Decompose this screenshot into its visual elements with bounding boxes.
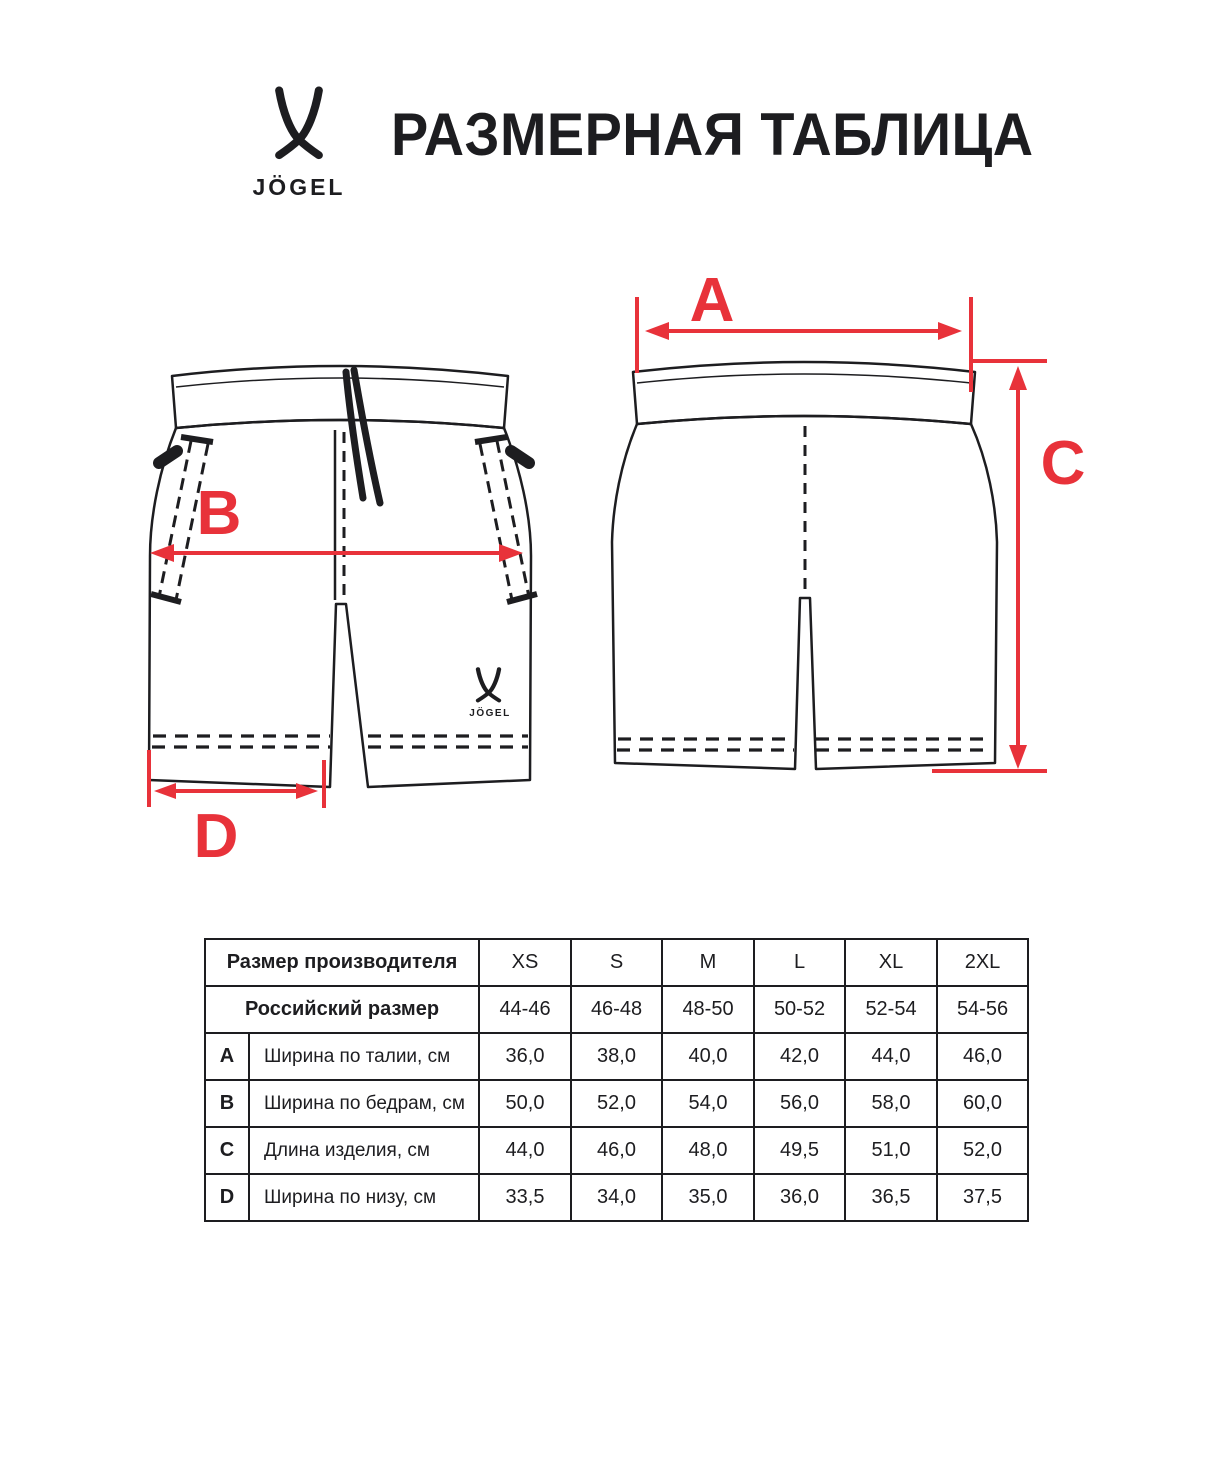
measure-label-a: A <box>689 266 735 335</box>
value-cell: 48,0 <box>662 1127 754 1174</box>
row-label-cell: Ширина по талии, см <box>249 1033 479 1080</box>
value-cell: 34,0 <box>571 1174 662 1221</box>
size-header-cell: M <box>662 939 754 986</box>
value-cell: 58,0 <box>845 1080 937 1127</box>
value-cell: 37,5 <box>937 1174 1028 1221</box>
shorts-front-view <box>149 366 537 787</box>
front-waistband <box>172 366 508 428</box>
russian-size-row <box>205 986 1028 1033</box>
manufacturer-size-row <box>205 939 1028 986</box>
value-cell: 51,0 <box>845 1127 937 1174</box>
value-cell: 54,0 <box>662 1080 754 1127</box>
row-label-cell: Длина изделия, см <box>249 1127 479 1174</box>
russian-size-cell: 52-54 <box>845 986 937 1033</box>
russian-size-cell: 44-46 <box>479 986 571 1033</box>
size-header-cell: L <box>754 939 845 986</box>
size-table <box>204 938 1029 1222</box>
value-cell: 42,0 <box>754 1033 845 1080</box>
value-cell: 40,0 <box>662 1033 754 1080</box>
value-cell: 36,0 <box>479 1033 571 1080</box>
row-letter-cell: A <box>205 1033 249 1080</box>
size-header-cell: XS <box>479 939 571 986</box>
measure-row-a <box>205 1033 1028 1080</box>
back-waistband <box>633 362 975 424</box>
russian-size-cell: 50-52 <box>754 986 845 1033</box>
size-header-cell: XL <box>845 939 937 986</box>
row-letter-cell: C <box>205 1127 249 1174</box>
russian-size-cell: 48-50 <box>662 986 754 1033</box>
row-letter-cell: D <box>205 1174 249 1221</box>
manufacturer-size-header: Размер производителя <box>205 939 479 986</box>
page-title: РАЗМЕРНАЯ ТАБЛИЦА <box>391 101 1034 168</box>
value-cell: 56,0 <box>754 1080 845 1127</box>
russian-size-cell: 54-56 <box>937 986 1028 1033</box>
value-cell: 33,5 <box>479 1174 571 1221</box>
value-cell: 36,0 <box>754 1174 845 1221</box>
value-cell: 52,0 <box>937 1127 1028 1174</box>
size-header-cell: 2XL <box>937 939 1028 986</box>
measure-label-c: C <box>1040 429 1086 498</box>
row-label-cell: Ширина по низу, см <box>249 1174 479 1221</box>
measure-row-c <box>205 1127 1028 1174</box>
russian-size-cell: 46-48 <box>571 986 662 1033</box>
measure-label-d: D <box>193 802 239 871</box>
front-body-outline <box>149 420 531 787</box>
value-cell: 44,0 <box>845 1033 937 1080</box>
measure-label-b: B <box>196 479 242 548</box>
value-cell: 44,0 <box>479 1127 571 1174</box>
value-cell: 38,0 <box>571 1033 662 1080</box>
row-letter-cell: B <box>205 1080 249 1127</box>
value-cell: 46,0 <box>571 1127 662 1174</box>
value-cell: 60,0 <box>937 1080 1028 1127</box>
measure-row-b <box>205 1080 1028 1127</box>
brand-logo-icon <box>279 90 319 155</box>
value-cell: 36,5 <box>845 1174 937 1221</box>
value-cell: 50,0 <box>479 1080 571 1127</box>
size-header-cell: S <box>571 939 662 986</box>
value-cell: 46,0 <box>937 1033 1028 1080</box>
russian-size-header: Российский размер <box>205 986 479 1033</box>
garment-logo-wordmark: JÖGEL <box>469 708 511 719</box>
value-cell: 49,5 <box>754 1127 845 1174</box>
row-label-cell: Ширина по бедрам, см <box>249 1080 479 1127</box>
shorts-back-view <box>612 362 997 769</box>
measure-row-d <box>205 1174 1028 1221</box>
brand-wordmark: JÖGEL <box>252 174 346 200</box>
value-cell: 35,0 <box>662 1174 754 1221</box>
value-cell: 52,0 <box>571 1080 662 1127</box>
